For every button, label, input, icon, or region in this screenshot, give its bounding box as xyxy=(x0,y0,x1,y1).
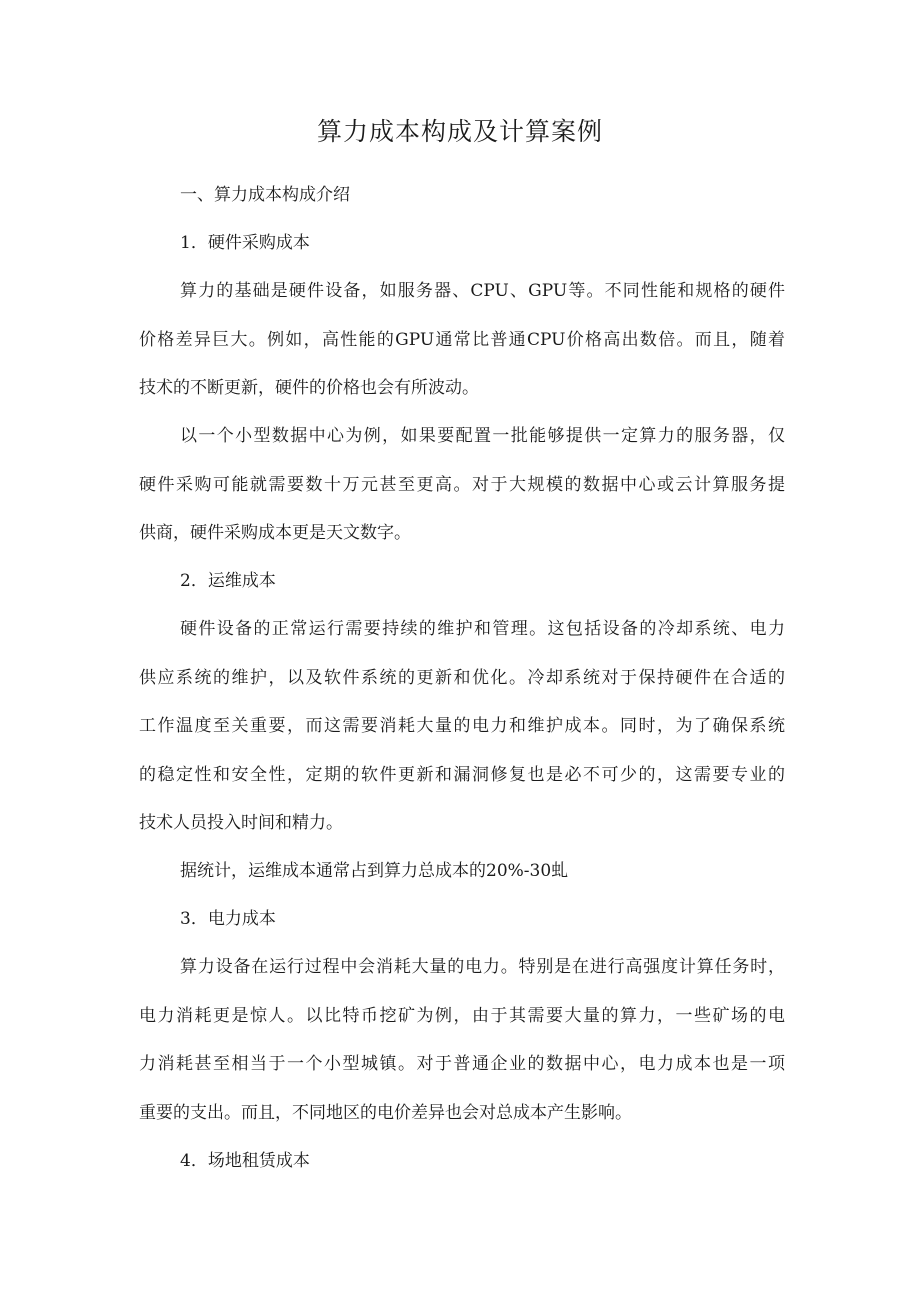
paragraph-line: 以一个小型数据中心为例，如果要配置一批能够提供一定算力的服务器，仅 xyxy=(180,426,785,446)
paragraph-line: 技术人员投入时间和精力。 xyxy=(139,813,343,833)
paragraph-line: 硬件设备的正常运行需要持续的维护和管理。这包括设备的冷却系统、电力 xyxy=(180,619,785,639)
paragraph-line: 价格差异巨大。例如，高性能的GPU通常比普通CPU价格高出数倍。而且，随着 xyxy=(139,329,785,350)
paragraph-line: 据统计，运维成本通常占到算力总成本的20%-30虬 xyxy=(180,861,569,881)
paragraph-line: 重要的支出。而且，不同地区的电价差异也会对总成本产生影响。 xyxy=(139,1102,632,1123)
paragraph-line: 电力消耗更是惊人。以比特币挖矿为例，由于其需要大量的算力，一些矿场的电 xyxy=(139,1005,785,1026)
paragraph-electricity xyxy=(139,953,785,1147)
section-heading: 一、算力成本构成介绍 xyxy=(180,185,350,205)
paragraph-line: 硬件采购可能就需要数十万元甚至更高。对于大规模的数据中心或云计算服务提 xyxy=(139,474,785,495)
paragraph-line: 技术的不断更新，硬件的价格也会有所波动。 xyxy=(139,378,479,398)
paragraph-hardware-2 xyxy=(139,422,785,568)
paragraph-line: 力消耗甚至相当于一个小型城镇。对于普通企业的数据中心，电力成本也是一项 xyxy=(139,1054,785,1074)
paragraph-line: 供商，硬件采购成本更是天文数字。 xyxy=(139,523,411,543)
subsection-heading-operations: 2．运维成本 xyxy=(180,571,276,591)
paragraph-hardware-1 xyxy=(139,277,785,423)
paragraph-line: 算力设备在运行过程中会消耗大量的电力。特别是在进行高强度计算任务时， xyxy=(180,957,785,977)
paragraph-line: 的稳定性和安全性，定期的软件更新和漏洞修复也是必不可少的，这需要专业的 xyxy=(139,764,785,785)
subsection-heading-hardware: 1．硬件采购成本 xyxy=(180,233,310,253)
subsection-heading-electricity: 3．电力成本 xyxy=(180,909,276,929)
paragraph-line: 工作温度至关重要，而这需要消耗大量的电力和维护成本。同时，为了确保系统 xyxy=(139,716,785,736)
paragraph-operations-2 xyxy=(139,857,785,906)
paragraph-line: 供应系统的维护，以及软件系统的更新和优化。冷却系统对于保持硬件在合适的 xyxy=(139,667,785,688)
subsection-heading-site-rental: 4．场地租赁成本 xyxy=(180,1151,310,1171)
paragraph-line: 算力的基础是硬件设备，如服务器、CPU、GPU等。不同性能和规格的硬件 xyxy=(180,281,785,301)
paragraph-operations-1 xyxy=(139,615,785,858)
document-title: 算力成本构成及计算案例 xyxy=(316,117,603,146)
